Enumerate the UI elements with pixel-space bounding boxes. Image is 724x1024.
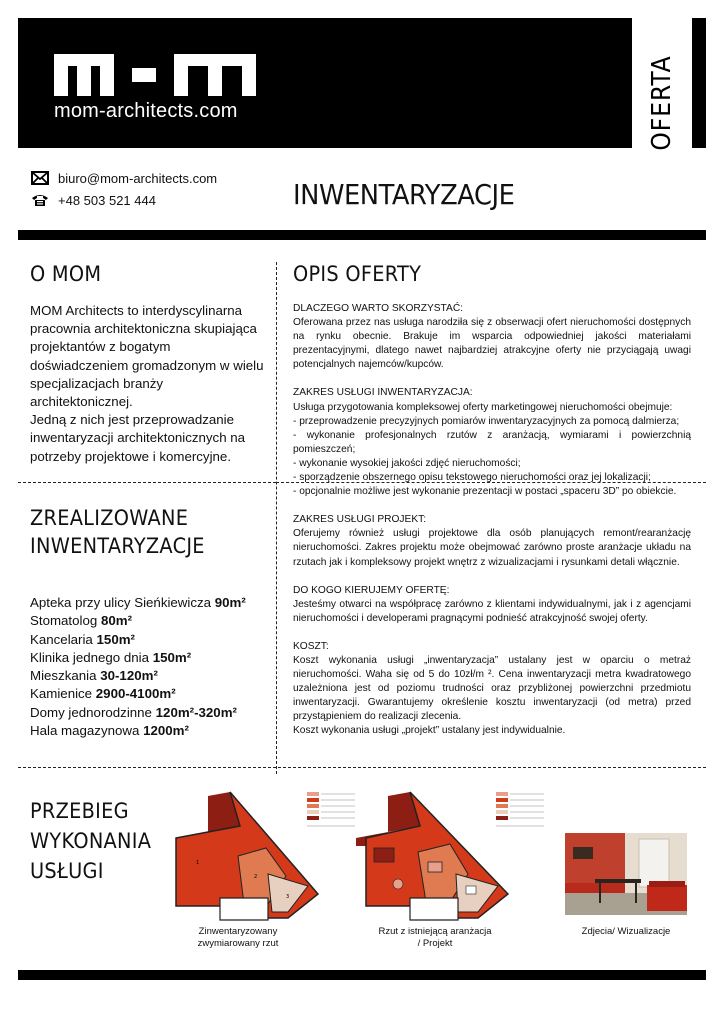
- offer-block-title: DO KOGO KIERUJEMY OFERTĘ:: [293, 584, 450, 596]
- offer-block-scope-inventory: [293, 386, 691, 499]
- offer-block-why: [293, 302, 691, 372]
- process-heading-line3: USŁUGI: [30, 859, 104, 883]
- realized-heading-line2: INWENTARYZACJE: [30, 534, 205, 558]
- caption-arrangement: Rzut z istniejącą aranżacja / Projekt: [378, 926, 492, 949]
- section-divider-bottom: [18, 767, 706, 768]
- website-url[interactable]: mom-architects.com: [54, 100, 238, 122]
- offer-block-cost: [293, 640, 691, 739]
- offer-block-text: Jesteśmy otwarci na współpracę zarówno z klientami indywidualnymi, jak i z agencjami nieruchomości i developerami pragnącymi podnieść atrakcyjność swojej oferty.: [293, 598, 691, 624]
- list-item: Hala magazynowa 1200m²: [30, 723, 189, 739]
- list-item: Kamienice 2900-4100m²: [30, 686, 176, 702]
- offer-block-text: Koszt wykonania usługi „inwentaryzacja” ustalany jest w oparciu o metraż nieruchomości. Waha się od 5 do 10zł/m ². Cena inwentaryzacji metra kwadratowego uzależniona jest od poziomu trudności oraz przybliżonej powierzchni przedmiotu inwentaryzacji. Gwarantujemy określenie kosztu inwentaryzacji (od metra) przed przystąpieniem do realizacji zlecenia.: [293, 654, 691, 723]
- offer-block-line: - wykonanie profesjonalnych rzutów z aranżacją, wymiarami i powierzchnią pomieszczeń;: [293, 429, 691, 455]
- floor-plan-inventory-image: [168, 786, 328, 926]
- process-heading-line2: WYKONANIA: [30, 829, 152, 853]
- envelope-icon: [31, 170, 49, 189]
- phone-number[interactable]: +48 503 521 444: [58, 193, 156, 208]
- svg-text:2: 2: [254, 874, 258, 880]
- offer-block-audience: [293, 584, 691, 626]
- caption-inventory: Zinwentaryzowany zwymiarowany rzut: [197, 926, 279, 949]
- offer-block-title: ZAKRES USŁUGI INWENTARYZACJA:: [293, 387, 473, 399]
- realized-heading: [30, 504, 205, 560]
- offer-block-text: Oferowana przez nas usługa narodziła się z obserwacji ofert nieruchomości dostępnych na rynku obecnie. Brakuje im wsparcia odpowiedniej jakości materiałami prezentacyjnymi, dlatego nawet najbardziej atrakcyjne oferty nie przyciągają uwagi potencjalnych najemców/kupców.: [293, 317, 691, 371]
- offer-badge-label: OFERTA: [647, 55, 677, 151]
- caption-photos: Zdjecia/ Wizualizacje: [581, 926, 671, 937]
- offer-block-line: - przeprowadzenie precyzyjnych pomiarów inwentaryzacyjnych za pomocą dalmierza;: [293, 415, 680, 427]
- realized-heading-line1: ZREALIZOWANE: [30, 506, 189, 530]
- divider-bar-top: [18, 230, 706, 240]
- offer-block-scope-project: [293, 513, 691, 569]
- list-item: Mieszkania 30-120m²: [30, 668, 158, 684]
- list-item: Domy jednorodzinne 120m²-320m²: [30, 704, 237, 720]
- interior-photo: [565, 833, 687, 915]
- email-link[interactable]: biuro@mom-architects.com: [58, 171, 218, 186]
- column-divider: [276, 262, 277, 774]
- offer-heading: OPIS OFERTY: [293, 262, 422, 286]
- about-paragraph: MOM Architects to interdyscylinarna pracownia architektoniczna skupiająca projektantów z bogatym doświadczeniem gromadzonym w wielu specjalizacjach branży architektonicznej.: [30, 303, 264, 410]
- floor-plan-arrangement-image: [338, 786, 518, 926]
- offer-block-line: - sporządzenie obszernego opisu tekstowego nieruchomości oraz jej lokalizacji;: [293, 472, 651, 484]
- list-item: Apteka przy ulicy Sieńkiewicza 90m²: [30, 595, 246, 610]
- process-heading: [30, 796, 151, 886]
- offer-block-text: Koszt wykonania usługi „projekt” ustalany jest indywidualnie.: [293, 725, 566, 737]
- realized-list: [30, 594, 246, 740]
- offer-block-title: KOSZT:: [293, 640, 329, 652]
- offer-block-line: Usługa przygotowania kompleksowej oferty marketingowej nieruchomości obejmuje:: [293, 401, 673, 413]
- about-heading: O MOM: [30, 262, 102, 286]
- header-banner: [18, 18, 706, 151]
- room-legend-table-2: [494, 790, 554, 834]
- list-item: Kancelaria 150m²: [30, 631, 135, 647]
- about-paragraph-2: Jedną z nich jest przeprowadzanie inwentaryzacji architektonicznych na potrzeby projektowe i komercyjne.: [30, 412, 246, 464]
- offer-block-line: - wykonanie wysokiej jakości zdjęć nieruchomości;: [293, 457, 521, 469]
- offer-block-text: Oferujemy również usługi projektowe dla osób planujących remont/rearanżację nieruchomości. Zakres projektu może obejmować zarówno proste aranżacje układu na rzutach jak i kompleksowy projekt wnętrz z wizualizacjami i rysunkami detali włącznie.: [293, 528, 691, 568]
- about-text: [30, 302, 265, 466]
- divider-bar-bottom: [18, 970, 706, 980]
- offer-block-title: DLACZEGO WARTO SKORZYSTAĆ:: [293, 303, 464, 314]
- page-title: INWENTARYZACJE: [293, 178, 515, 211]
- list-item: Klinika jednego dnia 150m²: [30, 649, 192, 665]
- svg-text:3: 3: [286, 894, 290, 900]
- offer-description: [293, 302, 691, 753]
- svg-text:1: 1: [196, 860, 200, 866]
- process-heading-line1: PRZEBIEG: [30, 799, 129, 823]
- section-divider-left: [18, 482, 276, 483]
- list-item: Stomatolog 80m²: [30, 613, 133, 629]
- telephone-icon: [31, 192, 49, 211]
- offer-block-line: - opcjonalnie możliwe jest wykonanie prezentacji w postaci „spaceru 3D” po obiekcie.: [293, 486, 677, 498]
- offer-block-title: ZAKRES USŁUGI PROJEKT:: [293, 514, 427, 526]
